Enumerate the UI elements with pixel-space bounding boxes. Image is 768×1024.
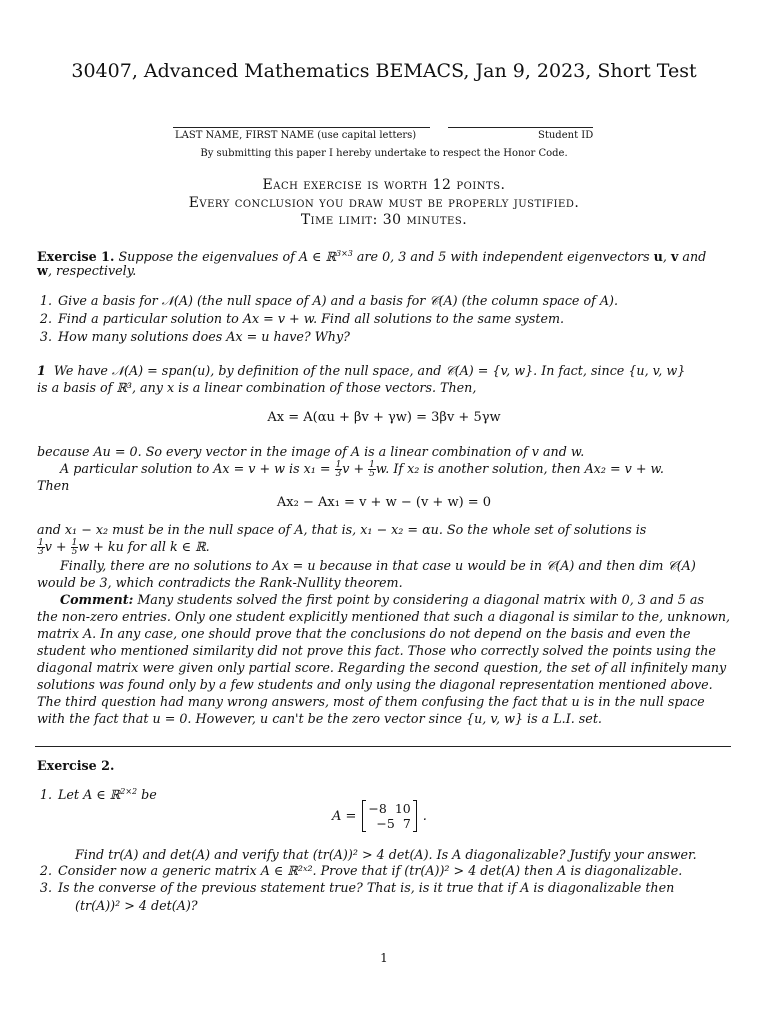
matrix-cell: −8 <box>368 801 387 816</box>
solution1-p1-line2: is a basis of ℝ³, any x is a linear combination of those vectors. Then, <box>37 380 477 395</box>
rule-points: Each exercise is worth 12 points. <box>262 177 506 193</box>
exercise1-item-2: 2. Find a particular solution to Ax = v + w. Find all solutions to the same system. <box>39 311 565 326</box>
section-divider <box>35 746 731 747</box>
solution1-p4-line1: and x₁ − x₂ must be in the null space of A, that is, x₁ − x₂ = αu. So the whole set of solutions is <box>37 522 647 537</box>
solution1-p5-line1: Finally, there are no solutions to Ax = u because in that case u would be in 𝒞(A) and then dim 𝒞(A) <box>60 558 696 573</box>
comment-line-5: diagonal matrix were given only partial score. Regarding the second question, the set of all infinitely many <box>37 660 727 675</box>
comment-line-7: The third question had many wrong answers, most of them confusing the fact that u is in the null space <box>37 694 705 709</box>
comment-line-4: student who mentioned similarity did not prove this fact. Those who correctly solved the points using the <box>37 643 716 658</box>
exercise1-text-b: are 0, 3 and 5 with independent eigenvectors <box>352 249 654 265</box>
solution1-p5-line2: would be 3, which contradicts the Rank-Nullity theorem. <box>37 575 403 590</box>
exercise2-heading: Exercise 2. <box>37 758 115 773</box>
comment-line-1: Comment: Many students solved the first point by considering a diagonal matrix with 0, 3 and 5 as <box>60 592 704 607</box>
comment-line-6: solutions was found only by a few students and only using the diagonal representation mentioned above. <box>37 677 713 692</box>
matrix-cell: 10 <box>394 801 411 816</box>
exercise1-text-a: Suppose the eigenvalues of A ∈ ℝ <box>118 249 336 265</box>
honor-code-text: By submitting this paper I hereby undertake to respect the Honor Code. <box>200 148 568 159</box>
rule-justify: Every conclusion you draw must be properly justified. <box>188 195 580 211</box>
id-line <box>448 127 593 128</box>
exercise1-item-1: 1. Give a basis for 𝒩(A) (the null space of A) and a basis for 𝒞(A) (the column space of A). <box>39 293 618 308</box>
solution1-p2: because Au = 0. So every vector in the image of A is a linear combination of v and w. <box>37 444 585 459</box>
student-id-label: Student ID <box>538 130 594 141</box>
exercise2-item3-line2: (tr(A))² > 4 det(A)? <box>75 898 198 913</box>
exercise2-item-1: 1. Let A ∈ ℝ$^{2\times 2}$ be <box>39 787 157 803</box>
matrix-a <box>362 800 416 832</box>
matrix-period: . <box>422 808 427 824</box>
matrix-cell: 7 <box>402 816 411 831</box>
exercise2-item-3: 3. Is the converse of the previous statement true? That is, is it true that if A is diagonalizable then <box>39 880 675 895</box>
solution1-equation-1: Ax = A(αu + βv + γw) = 3βv + 5γw <box>267 410 501 425</box>
solution1-p3-line2: Then <box>37 478 70 493</box>
rule-time-limit: Time limit: 30 minutes. <box>300 212 468 228</box>
exercise1-item-3: 3. How many solutions does Ax = u have? Why? <box>39 329 350 344</box>
comment-line-2: the non-zero entries. Only one student explicitly mentioned that such a diagonal is similar to the, unknown, <box>37 609 731 624</box>
comment-label: Comment: <box>60 592 134 607</box>
exercise1-sup: 3×3 <box>336 249 353 258</box>
exercise1-heading: Exercise 1. <box>37 249 115 265</box>
name-line <box>173 127 430 128</box>
matrix-block <box>332 800 427 832</box>
exercise1-statement-line2: w, respectively. <box>37 263 137 278</box>
exercise1-statement: Exercise 1. Suppose the eigenvalues of A ∈ ℝ$^{3\times 3}$ are 0, 3 and 5 with independent eigenvectors u, v and <box>37 249 707 265</box>
exercise2-item1-follow: Find tr(A) and det(A) and verify that (tr(A))² > 4 det(A). Is A diagonalizable? Justify your answer. <box>75 847 697 862</box>
exercise2-item-2: 2. Consider now a generic matrix A ∈ ℝ²ˣ². Prove that if (tr(A))² > 4 det(A) then A is diagonalizable. <box>39 863 683 878</box>
comment-line-3: matrix A. In any case, one should prove that the conclusions do not depend on the basis and even the <box>37 626 691 641</box>
solution1-p1-line1: 1 We have 𝒩(A) = span(u), by definition of the null space, and 𝒞(A) = {v, w}. In fact, since {u, v, w} <box>37 363 686 378</box>
matrix-cell: −5 <box>376 816 395 831</box>
matrix-lhs: A = <box>332 808 357 824</box>
page-title: 30407, Advanced Mathematics BEMACS, Jan 9, 2023, Short Test <box>71 60 697 82</box>
solution1-equation-2: Ax₂ − Ax₁ = v + w − (v + w) = 0 <box>276 495 492 510</box>
solution1-p3-line1: A particular solution to Ax = v + w is x₁ = $\frac{1}{3}$ v + $\frac{1}{5}$ w. If x₂ is another solution, then Ax₂ = v + w. <box>60 460 664 479</box>
page-number: 1 <box>380 951 388 965</box>
solution1-p4-line2: $\frac{1}{3}$ v + $\frac{1}{5}$ w + ku for all k ∈ ℝ. <box>38 538 210 557</box>
name-label: LAST NAME, FIRST NAME (use capital letters) <box>175 130 417 141</box>
comment-line-8: with the fact that u = 0. However, u can't be the zero vector since {u, v, w} is a L.I. set. <box>37 711 602 726</box>
